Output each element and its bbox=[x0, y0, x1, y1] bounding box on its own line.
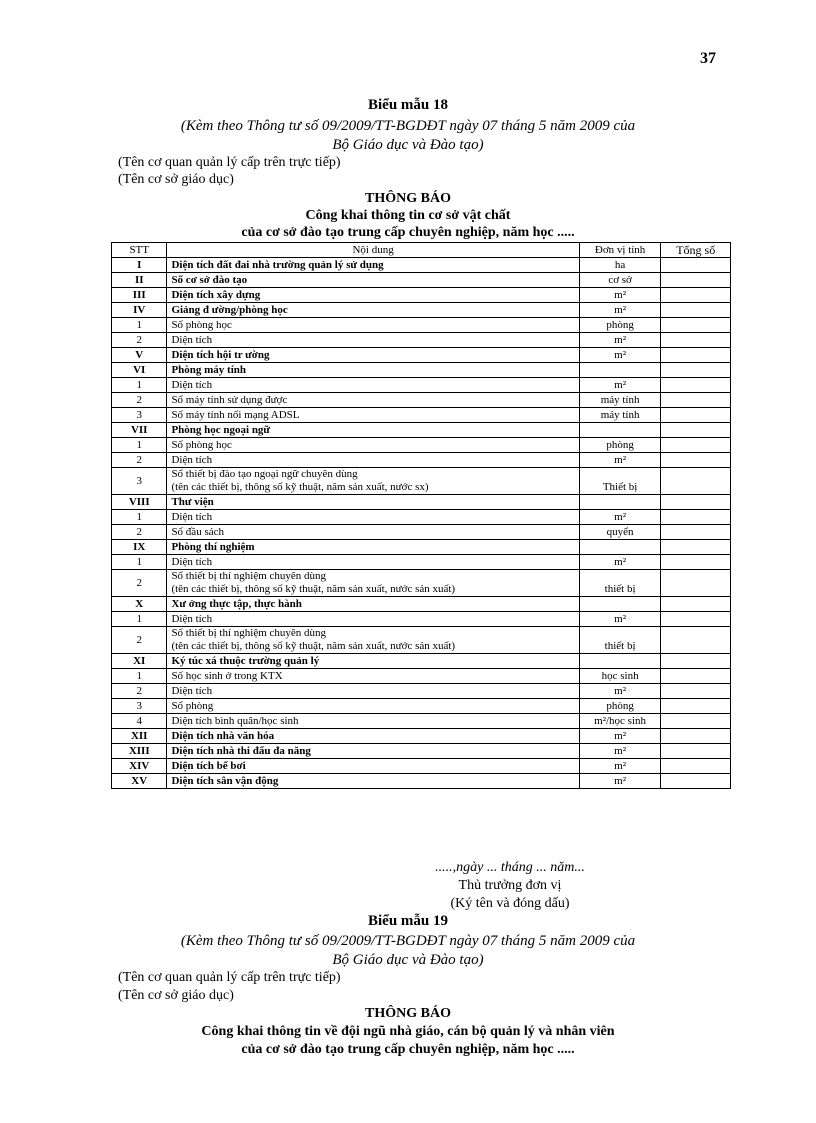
cell-stt: 1 bbox=[112, 555, 167, 570]
page-number: 37 bbox=[700, 50, 716, 67]
cell-content bbox=[167, 303, 579, 318]
cell-content-line1: Diện tích bbox=[171, 684, 213, 697]
cell-stt: VI bbox=[112, 363, 167, 378]
sign-note: (Ký tên và đóng dấu) bbox=[450, 896, 570, 911]
cell-stt: XII bbox=[112, 729, 167, 744]
cell-total bbox=[661, 258, 731, 273]
cell-content-line1: Diện tích nhà văn hóa bbox=[171, 729, 275, 742]
sign-title: Thủ trưởng đơn vị bbox=[458, 878, 562, 893]
cell-content-line1: Số đầu sách bbox=[171, 525, 224, 538]
cell-content-line1: Phòng máy tính bbox=[171, 363, 247, 376]
cell-content-line1: Diện tích bbox=[171, 510, 213, 523]
cell-stt: 1 bbox=[112, 510, 167, 525]
table-row bbox=[112, 744, 731, 759]
table-row bbox=[112, 597, 731, 612]
form18-heading2: của cơ sở đào tạo trung cấp chuyên nghiệp, năm học ..... bbox=[241, 225, 575, 240]
table-row bbox=[112, 468, 731, 495]
cell-content-line1: Diện tích bình quân/học sinh bbox=[171, 714, 299, 727]
table-row bbox=[112, 774, 731, 789]
cell-stt: II bbox=[112, 273, 167, 288]
table-row bbox=[112, 729, 731, 744]
cell-total bbox=[661, 288, 731, 303]
cell-stt: XIV bbox=[112, 759, 167, 774]
cell-content-line1: Số máy tính nối mạng ADSL bbox=[171, 408, 300, 421]
cell-unit: Thiết bị bbox=[579, 468, 661, 495]
table-row bbox=[112, 525, 731, 540]
cell-content bbox=[167, 318, 579, 333]
form19-title: Biểu mẫu 19 bbox=[367, 913, 448, 929]
cell-total bbox=[661, 684, 731, 699]
form19-heading2: của cơ sở đào tạo trung cấp chuyên nghiệp, năm học ..... bbox=[241, 1042, 575, 1057]
facilities-table bbox=[111, 242, 731, 789]
cell-content bbox=[167, 453, 579, 468]
cell-content bbox=[167, 393, 579, 408]
cell-total bbox=[661, 555, 731, 570]
cell-total bbox=[661, 495, 731, 510]
cell-total bbox=[661, 540, 731, 555]
cell-unit bbox=[579, 363, 661, 378]
cell-total bbox=[661, 774, 731, 789]
cell-unit: quyển bbox=[579, 525, 661, 540]
cell-content-line1: Diện tích đất đai nhà trường quản lý sử dụng bbox=[171, 258, 384, 271]
cell-stt: XI bbox=[112, 654, 167, 669]
cell-stt: 3 bbox=[112, 468, 167, 495]
cell-stt: V bbox=[112, 348, 167, 363]
cell-unit: thiết bị bbox=[579, 627, 661, 654]
cell-content bbox=[167, 348, 579, 363]
cell-unit: m² bbox=[579, 684, 661, 699]
cell-unit: m² bbox=[579, 303, 661, 318]
cell-stt: XIII bbox=[112, 744, 167, 759]
cell-content-line1: Số thiết bị thí nghiệm chuyên dùng bbox=[171, 570, 327, 582]
cell-stt: 2 bbox=[112, 627, 167, 654]
header-stt: STT bbox=[112, 243, 167, 258]
cell-unit: m² bbox=[579, 612, 661, 627]
cell-content bbox=[167, 699, 579, 714]
cell-total bbox=[661, 612, 731, 627]
cell-content bbox=[167, 468, 579, 495]
cell-stt: VIII bbox=[112, 495, 167, 510]
cell-total bbox=[661, 570, 731, 597]
form18-subtitle-line1: (Kèm theo Thông tư số 09/2009/TT-BGDĐT ngày 07 tháng 5 năm 2009 của bbox=[180, 118, 636, 134]
cell-total bbox=[661, 468, 731, 495]
table-row bbox=[112, 627, 731, 654]
cell-total bbox=[661, 453, 731, 468]
cell-total bbox=[661, 714, 731, 729]
cell-content bbox=[167, 333, 579, 348]
cell-stt: 2 bbox=[112, 393, 167, 408]
table-row bbox=[112, 495, 731, 510]
cell-content-line1: Số máy tính sử dụng được bbox=[171, 393, 288, 406]
form18-heading1: Công khai thông tin cơ sở vật chất bbox=[305, 208, 511, 223]
cell-content-line2: (tên các thiết bị, thông số kỹ thuật, năm sản xuất, nước sx) bbox=[171, 481, 429, 493]
table-row bbox=[112, 540, 731, 555]
table-row bbox=[112, 684, 731, 699]
cell-content-line1: Số thiết bị thí nghiệm chuyên dùng bbox=[171, 627, 327, 639]
cell-total bbox=[661, 363, 731, 378]
cell-unit: phòng bbox=[579, 699, 661, 714]
cell-content-line1: Diện tích hội tr ường bbox=[171, 348, 270, 361]
cell-total bbox=[661, 699, 731, 714]
cell-content bbox=[167, 288, 579, 303]
cell-unit: cơ sở bbox=[579, 273, 661, 288]
table-row bbox=[112, 363, 731, 378]
cell-total bbox=[661, 729, 731, 744]
cell-total bbox=[661, 438, 731, 453]
cell-content bbox=[167, 774, 579, 789]
cell-unit: m² bbox=[579, 333, 661, 348]
cell-total bbox=[661, 744, 731, 759]
cell-content bbox=[167, 423, 579, 438]
cell-stt: 1 bbox=[112, 612, 167, 627]
cell-content bbox=[167, 714, 579, 729]
cell-stt: I bbox=[112, 258, 167, 273]
table-row bbox=[112, 759, 731, 774]
form19-agency-line: (Tên cơ quan quản lý cấp trên trực tiếp) bbox=[118, 970, 341, 985]
cell-content bbox=[167, 525, 579, 540]
table-row bbox=[112, 570, 731, 597]
cell-stt: IV bbox=[112, 303, 167, 318]
table-row bbox=[112, 510, 731, 525]
cell-stt: 3 bbox=[112, 408, 167, 423]
cell-unit: m² bbox=[579, 348, 661, 363]
cell-unit: học sinh bbox=[579, 669, 661, 684]
cell-total bbox=[661, 525, 731, 540]
cell-content bbox=[167, 273, 579, 288]
cell-total bbox=[661, 333, 731, 348]
cell-unit: ha bbox=[579, 258, 661, 273]
table-row bbox=[112, 258, 731, 273]
cell-content-line1: Xư ởng thực tập, thực hành bbox=[171, 597, 302, 610]
form19-school-line: (Tên cơ sở giáo dục) bbox=[118, 988, 234, 1003]
form19-subtitle-line1: (Kèm theo Thông tư số 09/2009/TT-BGDĐT ngày 07 tháng 5 năm 2009 của bbox=[180, 933, 636, 949]
cell-content-line1: Số phòng học bbox=[171, 318, 232, 331]
cell-unit: thiết bị bbox=[579, 570, 661, 597]
cell-total bbox=[661, 510, 731, 525]
cell-total bbox=[661, 654, 731, 669]
cell-total bbox=[661, 597, 731, 612]
cell-total bbox=[661, 348, 731, 363]
cell-stt: 1 bbox=[112, 669, 167, 684]
table-row bbox=[112, 408, 731, 423]
cell-content bbox=[167, 378, 579, 393]
table-row bbox=[112, 333, 731, 348]
table-row bbox=[112, 423, 731, 438]
header-total: Tổng số bbox=[661, 243, 731, 258]
cell-stt: 2 bbox=[112, 525, 167, 540]
cell-total bbox=[661, 318, 731, 333]
form18-subtitle-line2: Bộ Giáo dục và Đào tạo) bbox=[332, 137, 484, 153]
form19-subtitle-line2: Bộ Giáo dục và Đào tạo) bbox=[332, 952, 484, 968]
table-row bbox=[112, 612, 731, 627]
cell-content-line1: Diện tích xây dựng bbox=[171, 288, 261, 301]
cell-total bbox=[661, 393, 731, 408]
table-row bbox=[112, 714, 731, 729]
header-unit: Đơn vị tính bbox=[579, 243, 661, 258]
cell-stt: 2 bbox=[112, 570, 167, 597]
cell-content-line1: Diện tích bbox=[171, 612, 213, 625]
table-row bbox=[112, 453, 731, 468]
cell-content-line1: Diện tích bể bơi bbox=[171, 759, 246, 772]
cell-content bbox=[167, 363, 579, 378]
cell-unit bbox=[579, 654, 661, 669]
cell-unit: m² bbox=[579, 744, 661, 759]
cell-unit: m²/học sinh bbox=[579, 714, 661, 729]
cell-content bbox=[167, 495, 579, 510]
cell-content bbox=[167, 759, 579, 774]
cell-total bbox=[661, 408, 731, 423]
cell-unit: m² bbox=[579, 378, 661, 393]
cell-content bbox=[167, 744, 579, 759]
form19-heading1: Công khai thông tin về đội ngũ nhà giáo, cán bộ quản lý và nhân viên bbox=[201, 1024, 615, 1039]
cell-stt: III bbox=[112, 288, 167, 303]
table-row bbox=[112, 273, 731, 288]
cell-stt: 2 bbox=[112, 333, 167, 348]
cell-unit: m² bbox=[579, 774, 661, 789]
cell-content bbox=[167, 540, 579, 555]
cell-stt: 1 bbox=[112, 438, 167, 453]
cell-content-line1: Số cơ sở đào tạo bbox=[171, 273, 248, 286]
table-row bbox=[112, 378, 731, 393]
cell-content-line1: Diện tích bbox=[171, 378, 213, 391]
cell-unit: máy tính bbox=[579, 408, 661, 423]
cell-unit: m² bbox=[579, 555, 661, 570]
cell-content bbox=[167, 438, 579, 453]
cell-content-line1: Số phòng bbox=[171, 699, 214, 712]
cell-total bbox=[661, 378, 731, 393]
table-row bbox=[112, 348, 731, 363]
cell-unit bbox=[579, 540, 661, 555]
cell-content-line1: Diện tích nhà thi đấu đa năng bbox=[171, 744, 311, 757]
cell-content bbox=[167, 669, 579, 684]
cell-unit bbox=[579, 495, 661, 510]
cell-unit: phòng bbox=[579, 318, 661, 333]
cell-content bbox=[167, 729, 579, 744]
cell-stt: XV bbox=[112, 774, 167, 789]
table-body bbox=[112, 258, 731, 789]
cell-content-line1: Ký túc xá thuộc trường quản lý bbox=[171, 654, 320, 667]
form18-school-line: (Tên cơ sở giáo dục) bbox=[118, 172, 234, 187]
cell-content-line1: Phòng thí nghiệm bbox=[171, 540, 255, 553]
cell-content-line1: Diện tích sân vận động bbox=[171, 774, 279, 787]
form18-title: Biểu mẫu 18 bbox=[367, 97, 448, 113]
cell-stt: 3 bbox=[112, 699, 167, 714]
form18-notice: THÔNG BÁO bbox=[365, 191, 451, 206]
form18-agency-line: (Tên cơ quan quản lý cấp trên trực tiếp) bbox=[118, 155, 341, 170]
cell-unit: máy tính bbox=[579, 393, 661, 408]
cell-stt: X bbox=[112, 597, 167, 612]
cell-unit: m² bbox=[579, 729, 661, 744]
cell-stt: 4 bbox=[112, 714, 167, 729]
cell-content-line1: Phòng học ngoại ngữ bbox=[171, 423, 271, 436]
table-row bbox=[112, 318, 731, 333]
cell-content bbox=[167, 627, 579, 654]
table-row bbox=[112, 669, 731, 684]
cell-content-line1: Diện tích bbox=[171, 453, 213, 466]
table-row bbox=[112, 288, 731, 303]
cell-content-line1: Diện tích bbox=[171, 333, 213, 346]
cell-stt: VII bbox=[112, 423, 167, 438]
table-row bbox=[112, 555, 731, 570]
cell-total bbox=[661, 303, 731, 318]
cell-unit: phòng bbox=[579, 438, 661, 453]
cell-unit bbox=[579, 597, 661, 612]
cell-content bbox=[167, 510, 579, 525]
cell-stt: 1 bbox=[112, 318, 167, 333]
cell-total bbox=[661, 627, 731, 654]
cell-total bbox=[661, 759, 731, 774]
cell-content-line1: Số thiết bị đào tạo ngoại ngữ chuyên dùng bbox=[171, 468, 358, 480]
cell-total bbox=[661, 669, 731, 684]
cell-content-line1: Diện tích bbox=[171, 555, 213, 568]
cell-content-line1: Thư viện bbox=[171, 495, 214, 508]
cell-content bbox=[167, 555, 579, 570]
cell-content bbox=[167, 684, 579, 699]
form19-notice: THÔNG BÁO bbox=[365, 1006, 451, 1021]
cell-stt: IX bbox=[112, 540, 167, 555]
cell-content-line1: Số học sinh ở trong KTX bbox=[171, 669, 283, 682]
table-row bbox=[112, 303, 731, 318]
cell-content-line2: (tên các thiết bị, thông số kỹ thuật, năm sản xuất, nước sản xuất) bbox=[171, 583, 456, 595]
cell-stt: 1 bbox=[112, 378, 167, 393]
cell-unit bbox=[579, 423, 661, 438]
cell-content bbox=[167, 597, 579, 612]
cell-content bbox=[167, 570, 579, 597]
cell-unit: m² bbox=[579, 510, 661, 525]
cell-stt: 2 bbox=[112, 684, 167, 699]
cell-content bbox=[167, 408, 579, 423]
table-row bbox=[112, 654, 731, 669]
cell-content-line1: Giảng đ ường/phòng học bbox=[171, 303, 288, 316]
cell-content bbox=[167, 258, 579, 273]
cell-unit: m² bbox=[579, 453, 661, 468]
cell-content-line1: Số phòng học bbox=[171, 438, 232, 451]
cell-unit: m² bbox=[579, 288, 661, 303]
table-header-row bbox=[112, 243, 731, 258]
sign-date: .....,ngày ... tháng ... năm... bbox=[435, 860, 585, 875]
cell-content-line2: (tên các thiết bị, thông số kỹ thuật, năm sản xuất, nước sản xuất) bbox=[171, 640, 456, 652]
cell-total bbox=[661, 423, 731, 438]
table-row bbox=[112, 393, 731, 408]
table-row bbox=[112, 438, 731, 453]
cell-content bbox=[167, 654, 579, 669]
header-content: Nội dung bbox=[167, 243, 579, 258]
cell-stt: 2 bbox=[112, 453, 167, 468]
cell-content bbox=[167, 612, 579, 627]
table-row bbox=[112, 699, 731, 714]
cell-unit: m² bbox=[579, 759, 661, 774]
cell-total bbox=[661, 273, 731, 288]
